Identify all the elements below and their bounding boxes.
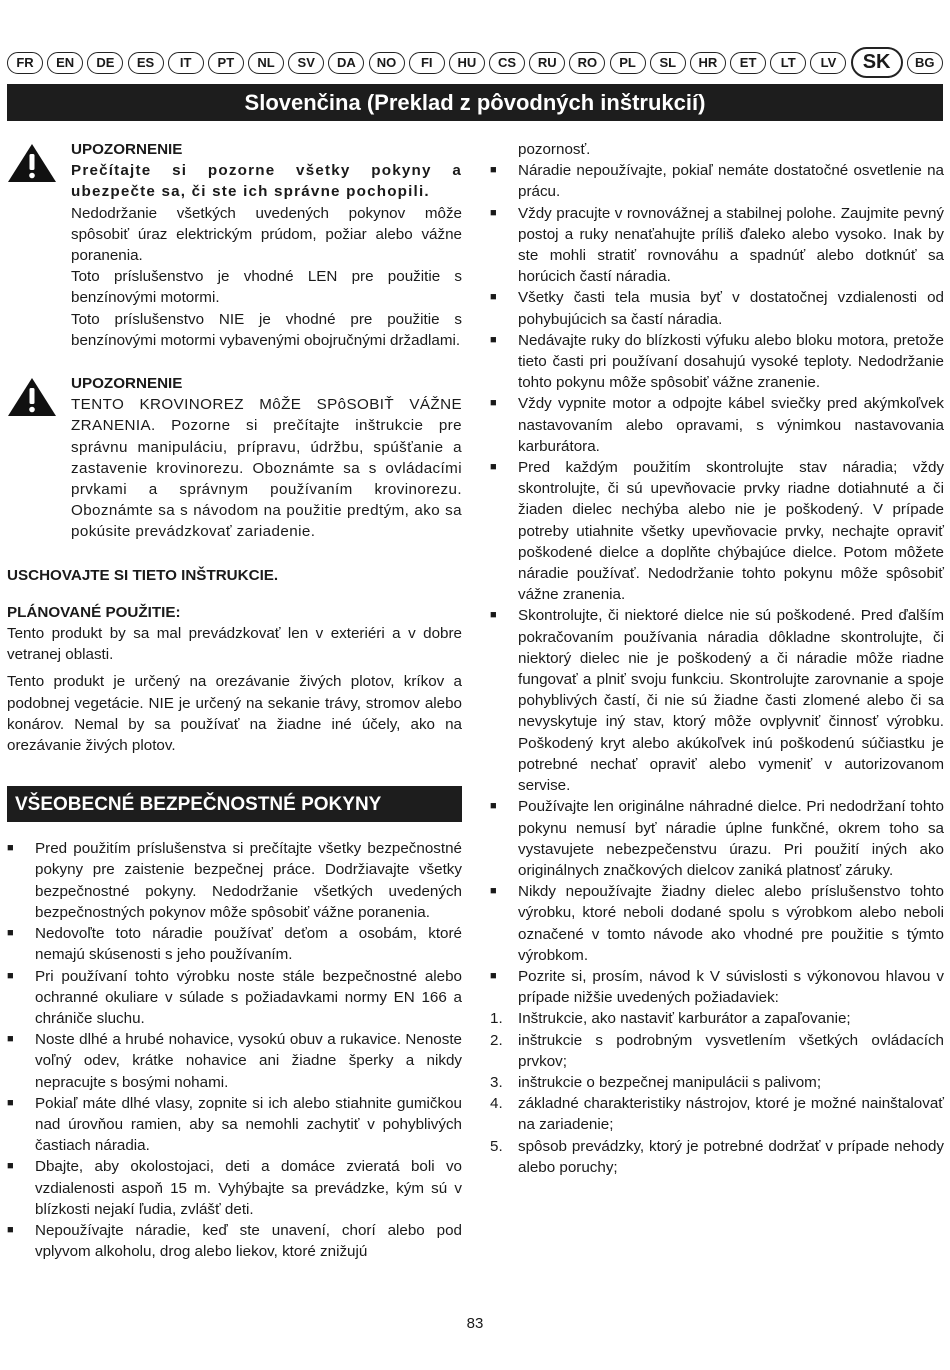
item-number: 5. (490, 1137, 503, 1155)
bullet-marker: ■ (490, 461, 497, 474)
bullet-item (7, 966, 462, 1030)
item-text: Používajte len originálne náhradné dielce. Pri nedodržaní tohto pokynu nemusí byť náradie úplne funkčné, okrem toho sa vystavujete nebezpečenstvu úrazu. Pri použití iných ako originálnych značkových dielcov zaniká platnosť záruky. (518, 798, 944, 879)
section-heading-safety: VŠEOBECNÉ BEZPEČNOSTNÉ POKYNY (7, 786, 462, 822)
item-number: 3. (490, 1073, 503, 1091)
safety-bullet-list (7, 838, 462, 1262)
numbered-item (490, 1072, 944, 1093)
item-text: Pred použitím príslušenstva si prečítajte všetky bezpečnostné pokyny pre zaistenie bezpečnej práce. Dodržiavajte všetky bezpečnostné pokyny. Nedodržanie všetkých uvedených bezpečnostných pokynov môže spôsobiť vážne poranenia. (35, 840, 462, 921)
item-text: Vždy vypnite motor a odpojte kábel sviečky pred akýmkoľvek nastavovaním alebo opravami, s výnimkou nastavovania karburátora. (518, 395, 944, 455)
left-column (7, 139, 462, 1262)
bullet-marker: ■ (490, 333, 497, 346)
bullet-item (490, 393, 944, 457)
warning-paragraph: TENTO KROVINOREZ MôŽE SPôSOBIŤ VÁŽNE ZRANENIA. Pozorne si prečítajte inštrukcie pre správnu manipuláciu, prípravu, údržbu, spúšťanie a zastavenie krovinorezu. Oboznámte sa s ovládacími prvkami a správnym používaním krovinorezu. Oboznámte sa s návodom na použitie predtým, ako sa pokúsite prevádzkovať zariadenie. (71, 396, 462, 541)
bullet-marker: ■ (7, 1033, 14, 1046)
language-tab-bg: BG (907, 52, 943, 74)
language-tab-nl: NL (248, 52, 284, 74)
item-text: Dbajte, aby okolostojaci, deti a domáce zvieratá boli vo vzdialenosti aspoň 15 m. Vyhýbajte sa prevádzke, kým sú v blízkosti nejakí ľudia, zvlášť deti. (35, 1158, 462, 1218)
warning-icon (7, 139, 63, 351)
bullet-item (490, 457, 944, 605)
item-text: Nikdy nepoužívajte žiadny dielec alebo príslušenstvo tohto výrobku, ktoré neboli dodané spolu s výrobkom alebo neboli označené v tomto návode ako vhodné pre použitie s týmto výrobkom. (518, 883, 944, 964)
language-tab-da: DA (328, 52, 364, 74)
item-text: Nedovoľte toto náradie používať deťom a osobám, ktoré nemajú skúsenosti s jeho používaním. (35, 925, 462, 964)
language-tabs (7, 47, 943, 78)
bullet-marker: ■ (490, 397, 497, 410)
bullet-item (490, 287, 944, 329)
language-tab-hu: HU (449, 52, 485, 74)
language-tab-lv: LV (810, 52, 846, 74)
numbered-item (490, 1093, 944, 1135)
warning-block-1 (7, 139, 462, 351)
bullet-item (490, 160, 944, 202)
intended-use-paragraph: Tento produkt by sa mal prevádzkovať len v exteriéri a v dobre vetranej oblasti. (7, 625, 462, 664)
intended-use-heading: PLÁNOVANÉ POUŽITIE: (7, 603, 181, 621)
warning-paragraph: Toto príslušenstvo NIE je vhodné pre použitie s benzínovými motormi vybavenými obojručnými držadlami. (71, 310, 462, 349)
warning-heading: UPOZORNENIE (71, 141, 183, 158)
language-tab-et: ET (730, 52, 766, 74)
item-text: Skontrolujte, či niektoré dielce nie sú poškodené. Pred ďalším pokračovaním používania náradia dôkladne skontrolujte, či niektorý dielec nie je poškodený a či náradie môže riadne fungovať a plniť svoju funkciu. Skontrolujte zarovnanie a spoje pohyblivých častí, či nie sú žiadne časti zlomené alebo či sa nevyskytuje iný stav, ktorý môže ovplyvniť činnosť výrobku. Poškodený kryt alebo akúkoľvek inú poškodenú súčiastku je potrebné nechať opraviť alebo vymeniť v autorizovanom servise. (518, 607, 944, 795)
numbered-item (490, 1008, 944, 1029)
language-tab-es: ES (128, 52, 164, 74)
language-tab-pl: PL (610, 52, 646, 74)
item-text: Noste dlhé a hrubé nohavice, vysokú obuv a rukavice. Nenoste voľný odev, krátke nohavice ani žiadne šperky a nikdy nepracujte s bosými nohami. (35, 1031, 462, 1091)
bullet-marker: ■ (490, 885, 497, 898)
bullet-marker: ■ (490, 800, 497, 813)
bullet-item (7, 1220, 462, 1262)
item-text: Pozrite si, prosím, návod k V súvislosti s výkonovou hlavou v prípade nižšie uvedených požiadaviek: (518, 967, 944, 1007)
language-tab-sl: SL (650, 52, 686, 74)
bullet-marker: ■ (7, 927, 14, 940)
page-number: 83 (466, 1315, 484, 1332)
keep-instructions-heading: USCHOVAJTE SI TIETO INŠTRUKCIE. (7, 566, 279, 584)
warning-block-2 (7, 373, 462, 543)
bullet-item (7, 1156, 462, 1220)
language-tab-lt: LT (770, 52, 806, 74)
warning-heading: UPOZORNENIE (71, 375, 183, 393)
language-tab-de: DE (87, 52, 123, 74)
item-text: Pred každým použitím skontrolujte stav náradia; vždy skontrolujte, či sú upevňovacie prvky riadne dotiahnuté a či žiaden dielec nechýba alebo nie je poškodený. V prípade potreby utiahnite všetky upevňovacie prvky, nechajte opraviť poškodené dielce a doplňte chýbajúce dielce. Potom môžete náradie používať. Nedodržanie tohto pokynu môže spôsobiť vážne zranenia. (518, 459, 944, 604)
bullet-item (7, 923, 462, 965)
safety-bullet-list (490, 160, 944, 1008)
bullet-marker: ■ (490, 609, 497, 622)
warning-paragraph: Nedodržanie všetkých uvedených pokynov môže spôsobiť úraz elektrickým prúdom, požiar alebo vážne poranenia. (71, 204, 462, 265)
bullet-item (7, 838, 462, 923)
page-title: Slovenčina (Preklad z pôvodných inštrukcií) (7, 84, 943, 121)
bullet-marker: ■ (7, 1160, 14, 1173)
bullet-item (7, 1093, 462, 1157)
bullet-item (490, 881, 944, 966)
item-text: Náradie nepoužívajte, pokiaľ nemáte dostatočné osvetlenie na prácu. (518, 162, 944, 201)
item-text: Vždy pracujte v rovnovážnej a stabilnej polohe. Zaujmite pevný postoj a ruky nenaťahujte príliš ďaleko alebo vysoko. Inak by ste mohli stratiť rovnováhu a spadnúť alebo dotknúť sa horúcich častí náradia. (518, 204, 944, 286)
bullet-item (490, 330, 944, 394)
language-tab-sv: SV (288, 52, 324, 74)
warning-icon (7, 373, 63, 543)
bullet-marker: ■ (490, 164, 497, 177)
item-text: Inštrukcie, ako nastaviť karburátor a zapaľovanie; (518, 1010, 851, 1028)
bullet-marker: ■ (490, 291, 497, 304)
bullet-marker: ■ (7, 1096, 14, 1109)
numbered-item (490, 1136, 944, 1178)
warning-bold-text: Prečítajte si pozorne všetky pokyny a ubezpečte sa, či ste ich správne pochopili. (71, 162, 462, 201)
intended-use-paragraph: Tento produkt je určený na orezávanie živých plotov, kríkov a podobnej vegetácie. NIE je určený na sekanie trávy, stromov alebo konárov. Nemal by sa používať na žiadne iné účely, ako na orezávanie živých plotov. (7, 673, 462, 755)
bullet-marker: ■ (490, 969, 497, 982)
bullet-item (7, 1029, 462, 1093)
language-tab-fi: FI (409, 52, 445, 74)
numbered-list (490, 1008, 944, 1178)
bullet-marker: ■ (7, 969, 14, 982)
language-tab-sk: SK (851, 47, 903, 78)
warning-paragraph: Toto príslušenstvo je vhodné LEN pre použitie s benzínovými motormi. (71, 268, 462, 307)
item-text: Nepoužívajte náradie, keď ste unavení, chorí alebo pod vplyvom alkoholu, drog alebo liekov, ktoré znižujú (35, 1221, 462, 1261)
item-text: základné charakteristiky nástrojov, ktoré je možné nainštalovať na zariadenie; (518, 1095, 944, 1134)
item-text: inštrukcie o bezpečnej manipulácii s palivom; (518, 1073, 822, 1091)
numbered-item (490, 1030, 944, 1072)
language-tab-no: NO (369, 52, 405, 74)
language-tab-pt: PT (208, 52, 244, 74)
language-tab-it: IT (168, 52, 204, 74)
bullet-marker: ■ (7, 1223, 14, 1236)
item-number: 2. (490, 1031, 503, 1049)
item-text: spôsob prevádzky, ktorý je potrebné dodržať v prípade nehody alebo poruchy; (518, 1137, 944, 1176)
language-tab-fr: FR (7, 52, 43, 74)
bullet-item (490, 966, 944, 1008)
bullet-item (490, 605, 944, 796)
language-tab-cs: CS (489, 52, 525, 74)
bullet-marker: ■ (490, 206, 497, 219)
bullet-item (490, 203, 944, 288)
item-number: 1. (490, 1010, 503, 1028)
item-text: Nedávajte ruky do blízkosti výfuku alebo bloku motora, pretože tieto časti pri používaní dosahujú vysoké teploty. Nedodržanie tohto pokynu môže spôsobiť vážne zranenie. (518, 331, 944, 392)
continuation-text: pozornosť. (518, 141, 591, 158)
language-tab-ro: RO (569, 52, 605, 74)
language-tab-ru: RU (529, 52, 565, 74)
language-tab-en: EN (47, 52, 83, 74)
item-text: inštrukcie s podrobným vysvetlením všetkých ovládacích prvkov; (518, 1031, 944, 1070)
item-text: Pokiaľ máte dlhé vlasy, zopnite si ich alebo stiahnite gumičkou nad úrovňou ramien, aby sa nemohli zachytiť v pohyblivých častiach náradia. (35, 1094, 462, 1155)
item-text: Všetky časti tela musia byť v dostatočnej vzdialenosti od pohybujúcich sa častí náradia. (518, 289, 944, 328)
bullet-item (490, 796, 944, 881)
bullet-marker: ■ (7, 842, 14, 855)
item-number: 4. (490, 1095, 503, 1113)
right-column (490, 139, 944, 1178)
language-tab-hr: HR (690, 52, 726, 74)
item-text: Pri používaní tohto výrobku noste stále bezpečnostné alebo ochranné okuliare v súlade s požiadavkami normy EN 166 a chrániče sluchu. (35, 967, 462, 1027)
